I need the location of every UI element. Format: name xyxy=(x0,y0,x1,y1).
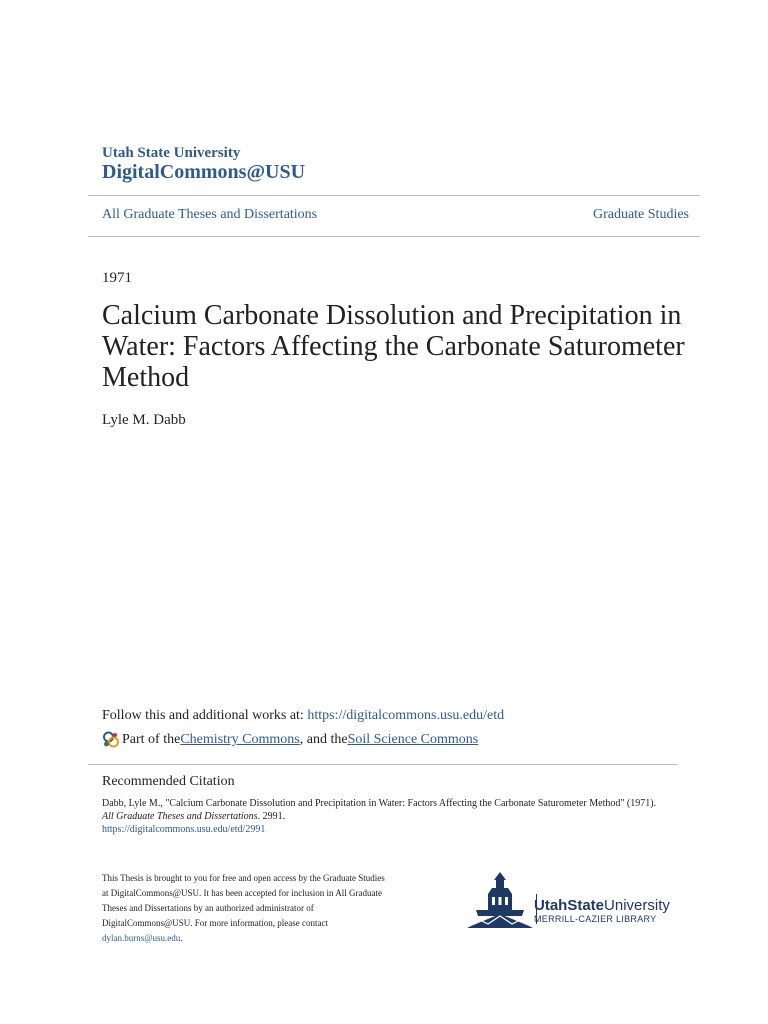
citation-text: Dabb, Lyle M., "Calcium Carbonate Dissolution and Precipitation in Water: Factors Affecting the Carbonate Saturometer Method" (1971). xyxy=(102,798,657,809)
citation-url[interactable]: https://digitalcommons.usu.edu/etd/2991 xyxy=(102,824,266,835)
document-title: Calcium Carbonate Dissolution and Precipitation in Water: Factors Affecting the Carbonate Saturometer Method xyxy=(102,300,685,393)
network-icon xyxy=(102,731,120,749)
header-divider-top xyxy=(88,195,700,196)
contact-email-link[interactable]: dylan.burns@usu.edu xyxy=(102,933,181,943)
department-link[interactable]: Graduate Studies xyxy=(592,207,689,222)
access-notice xyxy=(102,871,392,946)
part-of-line xyxy=(102,731,478,749)
logo-wordmark xyxy=(534,897,670,914)
follow-prefix: Follow this and additional works at: xyxy=(102,708,308,723)
collection-link[interactable]: All Graduate Theses and Dissertations xyxy=(102,207,318,222)
follow-line xyxy=(102,708,504,724)
institution-name[interactable]: Utah State University xyxy=(102,145,241,161)
logo-library-name: MERRILL-CAZIER LIBRARY xyxy=(534,914,657,924)
citation-heading: Recommended Citation xyxy=(102,774,235,789)
notice-end: . xyxy=(180,933,183,943)
library-logo xyxy=(462,870,677,930)
part-middle: , and the xyxy=(299,732,348,747)
notice-text: This Thesis is brought to you for free and open access by the Graduate Studies at DigitalCommons@USU. It has been accepted for inclusion in All Graduate Theses and Dissertations by an authorized administrator of DigitalCommons@USU. For more information, please contact xyxy=(102,873,385,928)
part-prefix: Part of the xyxy=(122,732,181,747)
citation-number: . 2991. xyxy=(257,811,286,822)
citation-body xyxy=(102,797,662,836)
logo-wordmark-regular: University xyxy=(604,897,670,914)
citation-divider xyxy=(88,764,678,765)
repository-name[interactable]: DigitalCommons@USU xyxy=(102,161,306,183)
logo-wordmark-bold: UtahState xyxy=(534,897,605,914)
soil-science-commons-link[interactable]: Soil Science Commons xyxy=(347,732,479,747)
header-divider-bottom xyxy=(88,236,700,237)
chemistry-commons-link[interactable]: Chemistry Commons xyxy=(180,732,300,747)
etd-link[interactable]: https://digitalcommons.usu.edu/etd xyxy=(307,708,505,723)
citation-series: All Graduate Theses and Dissertations xyxy=(102,811,258,822)
publication-year: 1971 xyxy=(102,270,132,286)
author-name: Lyle M. Dabb xyxy=(102,412,186,428)
